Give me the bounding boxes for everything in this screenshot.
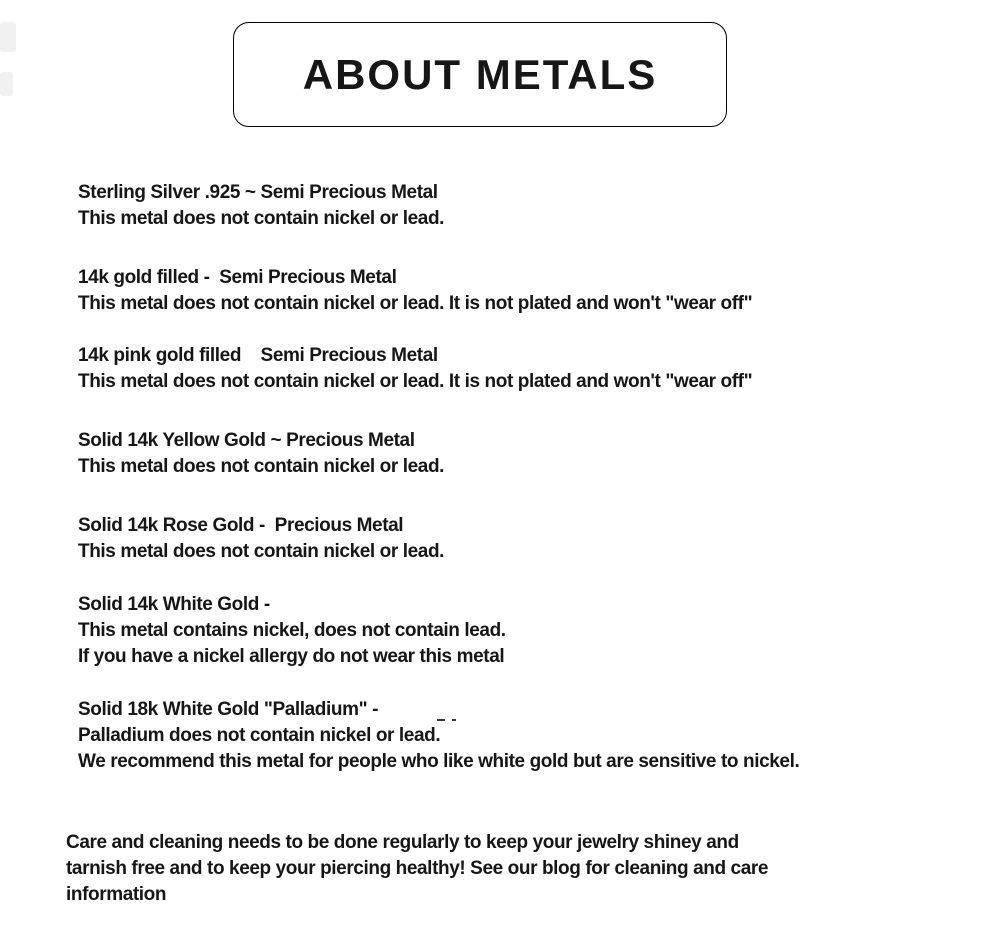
- section-header: Solid 18k White Gold "Palladium" -: [78, 699, 379, 720]
- footer-line: information: [66, 884, 167, 905]
- metal-section: [78, 180, 444, 232]
- metal-section: [78, 513, 444, 565]
- section-header: 14k gold filled - Semi Precious Metal: [78, 267, 397, 288]
- scan-artifact: [437, 719, 445, 721]
- section-body-line: This metal contains nickel, does not contain lead.: [78, 620, 506, 641]
- section-body-line: This metal does not contain nickel or lead. It is not plated and won't "wear off": [78, 293, 753, 314]
- section-body-line: This metal does not contain nickel or lead.: [78, 541, 445, 562]
- title-box: [233, 22, 727, 127]
- section-body-line: This metal does not contain nickel or lead.: [78, 208, 445, 229]
- footer-line: tarnish free and to keep your piercing healthy! See our blog for cleaning and care: [66, 858, 769, 879]
- section-header: Solid 14k Rose Gold - Precious Metal: [78, 515, 404, 536]
- section-body-line: If you have a nickel allergy do not wear this metal: [78, 646, 505, 667]
- metal-section: [78, 592, 506, 670]
- section-header: Sterling Silver .925 ~ Semi Precious Metal: [78, 182, 438, 203]
- section-body-line: This metal does not contain nickel or lead.: [78, 456, 445, 477]
- section-header: Solid 14k White Gold -: [78, 594, 270, 615]
- metal-section: [78, 265, 752, 317]
- section-body-line: This metal does not contain nickel or lead. It is not plated and won't "wear off": [78, 371, 753, 392]
- scan-artifact: [0, 72, 13, 96]
- metal-section: [78, 697, 799, 775]
- footer: [66, 830, 768, 908]
- metal-section: [78, 428, 444, 480]
- section-body-line: We recommend this metal for people who like white gold but are sensitive to nickel.: [78, 751, 800, 772]
- section-body-line: Palladium does not contain nickel or lead.: [78, 725, 441, 746]
- scan-artifact: [452, 719, 456, 721]
- scan-artifact: [0, 22, 16, 52]
- section-header: Solid 14k Yellow Gold ~ Precious Metal: [78, 430, 415, 451]
- page-title: ABOUT METALS: [302, 50, 658, 98]
- metal-section: [78, 343, 752, 395]
- section-header: 14k pink gold filled Semi Precious Metal: [78, 345, 438, 366]
- footer-line: Care and cleaning needs to be done regularly to keep your jewelry shiney and: [66, 832, 739, 853]
